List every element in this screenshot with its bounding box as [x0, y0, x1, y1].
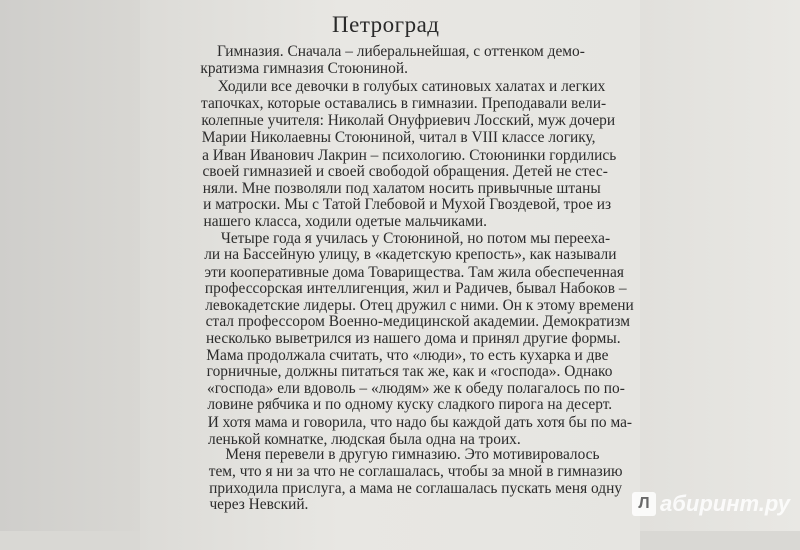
labirint-watermark — [632, 491, 790, 517]
text-line: Марии Николаевны Стоюниной, читал в VIII классе логику, — [201, 129, 596, 146]
text-line: Мама продолжала считать, что «люди», то есть кухарка и две — [206, 347, 609, 364]
right-page-margin — [640, 0, 800, 531]
left-page-edge — [0, 0, 140, 531]
text-line: тапочках, которые оставались в гимназии. Преподавали вели- — [201, 95, 607, 112]
labirint-logo-icon: Л — [632, 492, 656, 516]
text-line: а Иван Иванович Лакрин – психологию. Стоюнинки гордились — [202, 147, 617, 164]
text-line: колепные учителя: Николай Онуфриевич Лосский, муж дочери — [201, 112, 616, 129]
text-line: нашего класса, ходили одетые мальчиками. — [203, 213, 487, 230]
text-line: тем, что я ни за что не соглашалась, чтобы за мной в гимназию — [208, 463, 623, 480]
watermark-text: абиринт.ру — [660, 491, 790, 516]
text-line: Меня перевели в другую гимназию. Это мотивировалось — [225, 446, 600, 463]
text-line: приходила прислуга, а мама не соглашалась пускать меня одну — [209, 480, 623, 497]
text-line: Ходили все девочки в голубых сатиновых халатах и легких — [217, 78, 606, 95]
text-line: и матроски. Мы с Татой Глебовой и Мухой Гвоздевой, трое из — [203, 196, 612, 213]
text-line: Гимназия. Сначала – либеральнейшая, с оттенком демо- — [217, 43, 585, 60]
text-line: горничные, должны питаться так же, как и «господа». Однако — [206, 363, 613, 380]
text-line: несколько выветрился из нашего дома и принял другие формы. — [205, 330, 621, 347]
text-line: ленькой комнатке, людская была одна на троих. — [208, 431, 521, 448]
text-line: ловине рябчика и по одному куску сладкого пирога на десерт. — [207, 396, 613, 413]
text-line: «господа» ели вдоволь – «людям» же к обеду полагалось по по- — [207, 380, 625, 397]
text-line: кратизма гимназия Стоюниной. — [200, 60, 408, 77]
text-line: И хотя мама и говорила, что надо бы каждой дать хотя бы по ма- — [207, 414, 633, 431]
text-line: Четыре года я училась у Стоюниной, но потом мы переeха- — [220, 230, 611, 247]
text-line: ли на Бассейную улицу, в «кадетскую крепость», как называли — [204, 246, 617, 263]
text-line: своей гимназией и своей свободой обращения. Детей не стес- — [202, 163, 608, 180]
chapter-heading: Петроград — [332, 12, 440, 37]
text-line: левокадетские лидеры. Отец дружил с ними. Он к этому времени — [205, 297, 634, 314]
text-line: няли. Мне позволяли под халатом носить привычные штаны — [202, 180, 601, 197]
text-line: через Невский. — [209, 496, 309, 513]
text-line: эти кооперативные дома Товарищества. Там жила обеспеченная — [204, 264, 624, 281]
text-line: стал профессором Военно-медицинской академии. Демократизм — [205, 313, 631, 330]
text-line: профессорская интеллигенция, жил и Радичев, бывал Набоков – — [204, 280, 627, 297]
